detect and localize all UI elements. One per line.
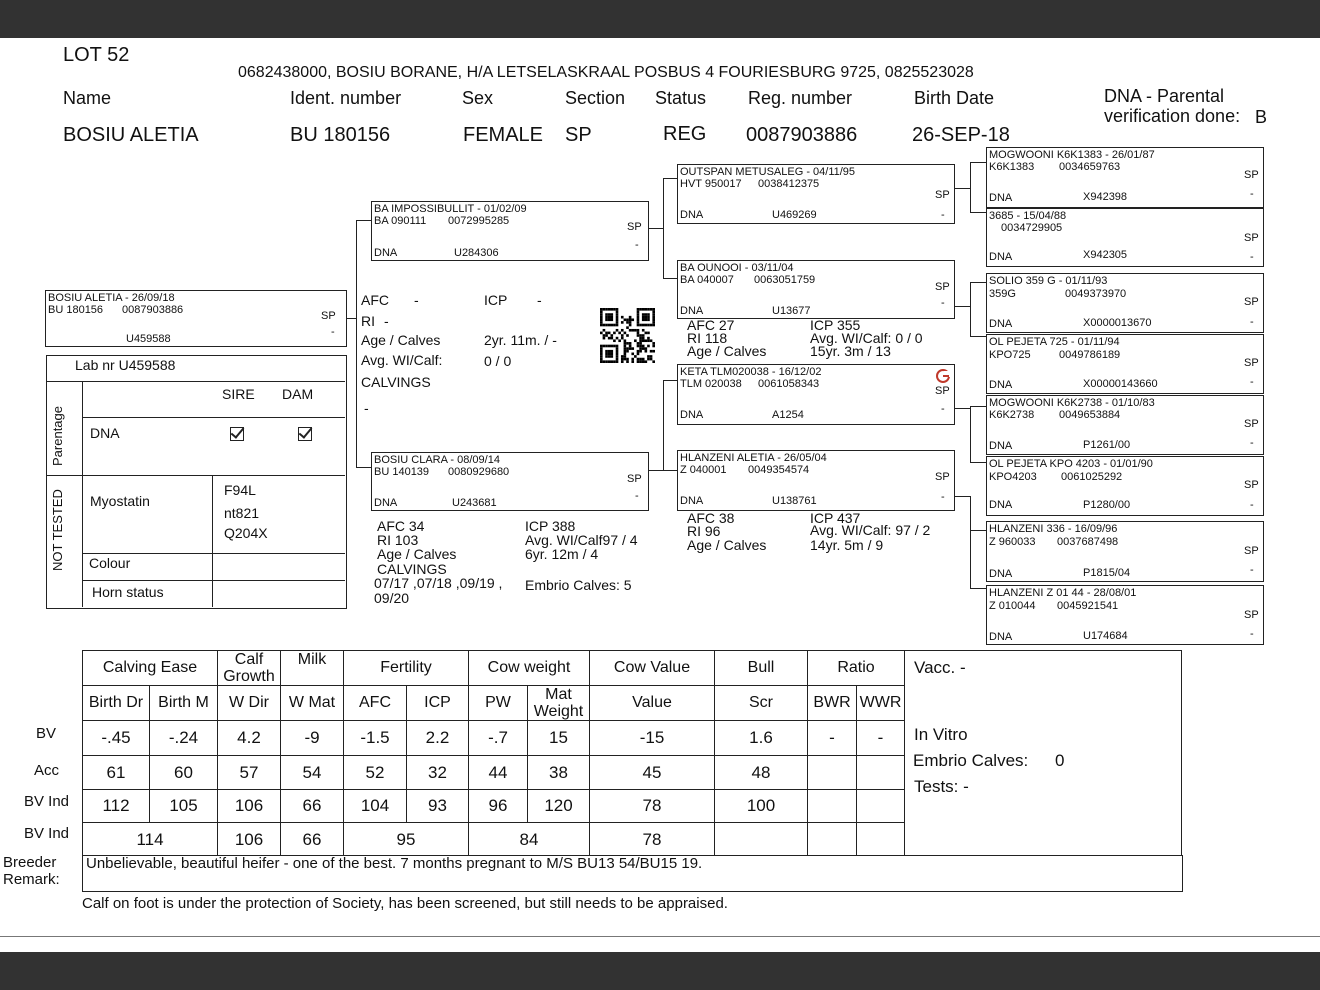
- ggp5-title: MOGWOONI K6K2738 - 01/10/83: [989, 397, 1155, 409]
- sire-pedigree-box: [371, 201, 649, 261]
- ggp8-dna-label: DNA: [989, 631, 1013, 643]
- acc-cell-10: [808, 756, 857, 790]
- group-calf-growth: Calf Growth: [218, 651, 281, 686]
- label-status: Status: [655, 88, 707, 108]
- gp3-dna: A1254: [772, 409, 804, 421]
- dna-verification-value: B: [1255, 107, 1268, 127]
- bvind2-bull: [715, 823, 808, 857]
- ggp6-reg: 0061025292: [1061, 471, 1123, 483]
- acc-cell-11: [857, 756, 905, 790]
- sire-box-title: BA IMPOSSIBULLIT - 01/02/09: [374, 203, 527, 215]
- bvind-cell-8: 78: [590, 790, 715, 823]
- dam-calvings-label: CALVINGS: [377, 561, 447, 577]
- ri-label: RI: [361, 313, 375, 329]
- avg-wi-label: Avg. WI/Calf:: [361, 352, 443, 368]
- gp-dam1-icp: ICP 355: [810, 317, 861, 333]
- gp-dam1-ac-label: Age / Calves: [687, 343, 767, 359]
- gp3-ident: TLM 020038: [680, 378, 742, 390]
- sub-scr: Scr: [715, 686, 808, 721]
- embrio-calves-label: Embrio Calves:: [913, 751, 1029, 770]
- dam-ri: RI 103: [377, 532, 419, 548]
- bv-cell-9: 1.6: [715, 721, 808, 756]
- footer-note: Calf on foot is under the protection of Society, has been screened, but still needs to be appraised.: [82, 895, 728, 912]
- bvind2-milk: 66: [281, 823, 344, 857]
- ggp2-dna-label: DNA: [989, 251, 1013, 263]
- row-label-bv-ind-2: BV Ind: [24, 825, 70, 842]
- dam-box-dna-label: DNA: [374, 497, 398, 509]
- group-ratio: Ratio: [808, 651, 905, 686]
- ggp4-dash: -: [1250, 376, 1254, 388]
- age-calves-value: 2yr. 11m. / -: [484, 332, 557, 348]
- gp1-reg: 0038412375: [758, 178, 820, 190]
- sire-box-section: SP: [627, 221, 642, 233]
- gp2-dash: -: [941, 297, 945, 309]
- bv-cell-6: -.7: [469, 721, 528, 756]
- ggp4-ident: KPO725: [989, 349, 1031, 361]
- gp-dam2-afc: AFC 38: [687, 510, 735, 526]
- grandparent-box-1: [677, 164, 955, 224]
- gp1-ident: HVT 950017: [680, 178, 742, 190]
- ggp7-ident: Z 960033: [989, 536, 1036, 548]
- calvings-label: CALVINGS: [361, 374, 431, 390]
- gp3-dna-label: DNA: [680, 409, 704, 421]
- dam-box-ident: BU 140139: [374, 466, 430, 478]
- sire-box-dna-label: DNA: [374, 247, 398, 259]
- gp-dam1-wi: Avg. WI/Calf: 0 / 0: [810, 330, 923, 346]
- great-grandparent-box-1: [986, 147, 1264, 208]
- dam-age-calves-label: Age / Calves: [377, 546, 457, 562]
- bvind-cell-10: [808, 790, 857, 823]
- label-section: Section: [565, 88, 626, 108]
- bvind2-wwr: [857, 823, 905, 857]
- ggp1-reg: 0034659763: [1059, 161, 1121, 173]
- bv-cell-5: 2.2: [407, 721, 469, 756]
- not-tested-label: NOT TESTED: [50, 489, 65, 571]
- sire-dna-checkbox: [230, 427, 244, 441]
- qr-code: [600, 308, 655, 363]
- label-reg: Reg. number: [748, 88, 853, 108]
- gp3-section: SP: [935, 385, 950, 397]
- bv-cell-7: 15: [528, 721, 590, 756]
- lab-nr: Lab nr U459588: [75, 357, 176, 373]
- gp4-section: SP: [935, 471, 950, 483]
- ggp2-reg: 0034729905: [1001, 222, 1063, 234]
- sub-value: Value: [590, 686, 715, 721]
- gp-dam2-icp: ICP 437: [810, 510, 861, 526]
- animal-box-dna: U459588: [126, 333, 171, 345]
- sub-w-dir: W Dir: [218, 686, 281, 721]
- bvind2-cow-value: 78: [590, 823, 715, 857]
- acc-cell-5: 32: [407, 756, 469, 790]
- great-grandparent-box-5: [986, 395, 1264, 455]
- grandparent-box-4: [677, 450, 955, 511]
- gp1-dna-label: DNA: [680, 209, 704, 221]
- dam-age-calves-value: 6yr. 12m / 4: [525, 546, 599, 562]
- ggp1-dna-label: DNA: [989, 192, 1013, 204]
- dam-calvings-1: 07/17 ,07/18 ,09/19 ,: [374, 575, 503, 591]
- gp2-section: SP: [935, 281, 950, 293]
- ggp8-dna: U174684: [1083, 630, 1128, 642]
- gp4-dna-label: DNA: [680, 495, 704, 507]
- ggp4-section: SP: [1244, 357, 1259, 369]
- gp-dam1-afc: AFC 27: [687, 317, 735, 333]
- acc-cell-6: 44: [469, 756, 528, 790]
- sire-header: SIRE: [222, 386, 255, 402]
- ggp6-section: SP: [1244, 479, 1259, 491]
- great-grandparent-box-3: [986, 273, 1264, 333]
- acc-cell-3: 54: [281, 756, 344, 790]
- ggp8-title: HLANZENI Z 01 44 - 28/08/01: [989, 587, 1137, 599]
- sub-mat-weight: Mat Weight: [528, 686, 590, 721]
- embrio-calves-value: 0: [1055, 751, 1065, 770]
- bvind-cell-2: 106: [218, 790, 281, 823]
- ggp6-title: OL PEJETA KPO 4203 - 01/01/90: [989, 458, 1153, 470]
- gp2-dna-label: DNA: [680, 305, 704, 317]
- label-ident: Ident. number: [290, 88, 402, 108]
- ggp1-section: SP: [1244, 169, 1259, 181]
- dna-label: DNA: [90, 425, 120, 441]
- bvind2-fertility: 95: [344, 823, 469, 857]
- remark-label-1: Breeder: [3, 854, 57, 871]
- group-fertility: Fertility: [344, 651, 469, 686]
- gp-dam2-wi: Avg. WI/Calf: 97 / 2: [810, 522, 931, 538]
- ggp7-dash: -: [1250, 564, 1254, 576]
- great-grandparent-box-6: [986, 456, 1264, 516]
- afc-value: -: [414, 292, 419, 308]
- gp-dam2-ri: RI 96: [687, 523, 721, 539]
- animal-pedigree-box: [45, 290, 347, 347]
- ggp3-dna-label: DNA: [989, 318, 1013, 330]
- acc-cell-8: 45: [590, 756, 715, 790]
- dam-afc: AFC 34: [377, 518, 425, 534]
- group-milk: Milk: [281, 651, 344, 686]
- dam-header: DAM: [282, 386, 314, 402]
- ggp2-dna: X942305: [1083, 249, 1128, 261]
- great-grandparent-box-2: [986, 208, 1264, 267]
- lot-number: LOT 52: [63, 44, 130, 66]
- ggp3-ident: 359G: [989, 288, 1016, 300]
- dam-box-section: SP: [627, 473, 642, 485]
- bvind-cell-7: 120: [528, 790, 590, 823]
- ggp8-reg: 0045921541: [1057, 600, 1119, 612]
- gp1-dna: U469269: [772, 209, 817, 221]
- ggp8-ident: Z 010044: [989, 600, 1036, 612]
- sire-box-dna: U284306: [454, 247, 499, 259]
- icp-value: -: [537, 292, 542, 308]
- bv-cell-8: -15: [590, 721, 715, 756]
- gp4-dna: U138761: [772, 495, 817, 507]
- gp2-reg: 0063051759: [754, 274, 816, 286]
- bv-ind-combined-row: [83, 823, 905, 857]
- age-calves-label: Age / Calves: [361, 332, 441, 348]
- myostatin-q204x: Q204X: [224, 525, 268, 541]
- sub-afc: AFC: [344, 686, 407, 721]
- dam-box-title: BOSIU CLARA - 08/09/14: [374, 454, 500, 466]
- label-dna-1: DNA - Parental: [1104, 86, 1225, 106]
- sub-birth-m: Birth M: [150, 686, 218, 721]
- ggp7-title: HLANZENI 336 - 16/09/96: [989, 523, 1118, 535]
- bvind-cell-1: 105: [150, 790, 218, 823]
- group-bull: Bull: [715, 651, 808, 686]
- sub-wwr: WWR: [857, 686, 905, 721]
- grandparent-box-3: [677, 364, 955, 425]
- value-birth: 26-SEP-18: [912, 124, 1010, 146]
- gp-dam1-ac: 15yr. 3m / 13: [810, 343, 891, 359]
- ggp2-section: SP: [1244, 232, 1259, 244]
- myostatin-f94l: F94L: [224, 482, 256, 498]
- row-label-bv-ind: BV Ind: [24, 793, 70, 810]
- ggp6-ident: KPO4203: [989, 471, 1037, 483]
- animal-box-reg: 0087903886: [122, 304, 184, 316]
- ggp5-section: SP: [1244, 418, 1259, 430]
- acc-row: [83, 756, 905, 790]
- ggp7-dna: P1815/04: [1083, 567, 1131, 579]
- row-label-bv: BV: [36, 725, 57, 742]
- gp4-reg: 0049354574: [748, 464, 810, 476]
- bvind-cell-5: 93: [407, 790, 469, 823]
- bv-cell-1: -.24: [150, 721, 218, 756]
- gp4-dash: -: [941, 491, 945, 503]
- gp2-dna: U13677: [772, 305, 811, 317]
- value-reg: 0087903886: [746, 124, 858, 146]
- bv-cell-10: -: [808, 721, 857, 756]
- myostatin-nt821: nt821: [224, 505, 260, 521]
- value-section: SP: [565, 124, 592, 146]
- gp3-dash: -: [941, 403, 945, 415]
- ggp5-dna: P1261/00: [1083, 439, 1131, 451]
- gp1-section: SP: [935, 189, 950, 201]
- ebv-table: [82, 650, 905, 857]
- group-cow-weight: Cow weight: [469, 651, 590, 686]
- bvind2-bwr: [808, 823, 857, 857]
- gp-dam1-ri: RI 118: [687, 330, 728, 346]
- bvind-cell-11: [857, 790, 905, 823]
- ggp3-dash: -: [1250, 316, 1254, 328]
- dam-dna-checkbox: [298, 427, 312, 441]
- great-grandparent-box-8: [986, 585, 1264, 645]
- ggp4-dna: X00000143660: [1083, 378, 1158, 390]
- grandparent-box-2: [677, 260, 955, 319]
- great-grandparent-box-4: [986, 334, 1264, 394]
- sub-birth-dr: Birth Dr: [83, 686, 150, 721]
- gp3-reg: 0061058343: [758, 378, 820, 390]
- myostatin-label: Myostatin: [90, 493, 150, 509]
- icp-label: ICP: [484, 292, 508, 308]
- ggp5-ident: K6K2738: [989, 409, 1035, 421]
- gp4-ident: Z 040001: [680, 464, 727, 476]
- ggp7-reg: 0037687498: [1057, 536, 1119, 548]
- great-grandparent-box-7: [986, 521, 1264, 582]
- dam-calvings-2: 09/20: [374, 590, 410, 606]
- bvind2-calf-growth: 106: [218, 823, 281, 857]
- ggp1-dna: X942398: [1083, 191, 1128, 203]
- animal-box-ident: BU 180156: [48, 304, 104, 316]
- acc-cell-2: 57: [218, 756, 281, 790]
- acc-cell-9: 48: [715, 756, 808, 790]
- acc-cell-7: 38: [528, 756, 590, 790]
- gp2-title: BA OUNOOI - 03/11/04: [680, 262, 794, 274]
- bvind-cell-9: 100: [715, 790, 808, 823]
- sub-w-mat: W Mat: [281, 686, 344, 721]
- acc-cell-0: 61: [83, 756, 150, 790]
- value-ident: BU 180156: [290, 124, 391, 146]
- ggp6-dna-label: DNA: [989, 499, 1013, 511]
- dam-pedigree-box: [371, 452, 649, 511]
- bvind2-calving-ease: 114: [83, 823, 218, 857]
- ggp1-title: MOGWOONI K6K1383 - 26/01/87: [989, 149, 1155, 161]
- value-name: BOSIU ALETIA: [63, 124, 199, 146]
- sire-box-reg: 0072995285: [448, 215, 510, 227]
- animal-box-dash: -: [331, 326, 335, 338]
- gp1-dash: -: [941, 209, 945, 221]
- gp4-title: HLANZENI ALETIA - 26/05/04: [680, 452, 827, 464]
- value-status: REG: [663, 123, 707, 145]
- ggp7-section: SP: [1244, 545, 1259, 557]
- dam-box-dash: -: [635, 490, 639, 502]
- bvind-cell-3: 66: [281, 790, 344, 823]
- label-name: Name: [63, 88, 112, 108]
- animal-box-title: BOSIU ALETIA - 26/09/18: [48, 292, 175, 304]
- logo-icon: [935, 368, 951, 384]
- sire-box-ident: BA 090111: [374, 215, 427, 227]
- ggp2-dash: -: [1250, 251, 1254, 263]
- bvind-cell-0: 112: [83, 790, 150, 823]
- sub-icp: ICP: [407, 686, 469, 721]
- ggp6-dna: P1280/00: [1083, 499, 1131, 511]
- ggp3-title: SOLIO 359 G - 01/11/93: [989, 275, 1108, 287]
- acc-cell-1: 60: [150, 756, 218, 790]
- animal-box-section: SP: [321, 310, 336, 322]
- row-label-acc: Acc: [34, 762, 60, 779]
- ggp4-title: OL PEJETA 725 - 01/11/94: [989, 336, 1120, 348]
- dam-embrio-calves: Embrio Calves: 5: [525, 577, 632, 593]
- gp-dam2-ac: 14yr. 5m / 9: [810, 537, 884, 553]
- tests-label: Tests: -: [914, 777, 969, 796]
- dam-icp: ICP 388: [525, 518, 576, 534]
- label-birth: Birth Date: [914, 88, 995, 108]
- top-bar: [0, 0, 1320, 38]
- bv-row: [83, 721, 905, 756]
- dam-box-dna: U243681: [452, 497, 497, 509]
- ggp1-dash: -: [1250, 188, 1254, 200]
- ggp4-reg: 0049786189: [1059, 349, 1121, 361]
- bv-cell-11: -: [857, 721, 905, 756]
- ggp5-dash: -: [1250, 437, 1254, 449]
- dam-box-reg: 0080929680: [448, 466, 510, 478]
- bv-cell-4: -1.5: [344, 721, 407, 756]
- ggp8-section: SP: [1244, 609, 1259, 621]
- bvind-cell-6: 96: [469, 790, 528, 823]
- vacc-label: Vacc. -: [914, 658, 966, 677]
- bv-ind-row: [83, 790, 905, 823]
- bv-cell-2: 4.2: [218, 721, 281, 756]
- ri-value: -: [384, 313, 389, 329]
- bvind2-cow-weight: 84: [469, 823, 590, 857]
- value-sex: FEMALE: [463, 124, 544, 146]
- gp2-ident: BA 040007: [680, 274, 734, 286]
- ggp1-ident: K6K1383: [989, 161, 1035, 173]
- dam-avg-wi: Avg. WI/Calf97 / 4: [525, 532, 638, 548]
- owner-line: 0682438000, BOSIU BORANE, H/A LETSELASKRAAL POSBUS 4 FOURIESBURG 9725, 0825523028: [238, 64, 974, 81]
- bv-cell-0: -.45: [83, 721, 150, 756]
- group-calving-ease: Calving Ease: [83, 651, 218, 686]
- ggp3-section: SP: [1244, 296, 1259, 308]
- ggp5-reg: 0049653884: [1059, 409, 1121, 421]
- acc-cell-4: 52: [344, 756, 407, 790]
- parentage-label: Parentage: [50, 406, 65, 466]
- group-cow-value: Cow Value: [590, 651, 715, 686]
- sub-pw: PW: [469, 686, 528, 721]
- ggp2-title: 3685 - 15/04/88: [989, 210, 1067, 222]
- ggp5-dna-label: DNA: [989, 440, 1013, 452]
- gp-dam2-ac-label: Age / Calves: [687, 537, 767, 553]
- bv-cell-3: -9: [281, 721, 344, 756]
- calvings-value: -: [364, 400, 369, 416]
- ggp3-dna: X0000013670: [1083, 317, 1152, 329]
- ggp3-reg: 0049373970: [1065, 288, 1127, 300]
- colour-label: Colour: [89, 555, 131, 571]
- sire-box-dash: -: [635, 239, 639, 251]
- ggp8-dash: -: [1250, 628, 1254, 640]
- horn-status-label: Horn status: [92, 584, 164, 600]
- label-sex: Sex: [462, 88, 494, 108]
- in-vitro-label: In Vitro: [914, 725, 968, 744]
- afc-label: AFC: [361, 292, 389, 308]
- gp1-title: OUTSPAN METUSALEG - 04/11/95: [680, 166, 856, 178]
- sub-bwr: BWR: [808, 686, 857, 721]
- label-dna-2: verification done:: [1104, 106, 1241, 126]
- avg-wi-value: 0 / 0: [484, 353, 512, 369]
- bottom-bar: [0, 952, 1320, 990]
- ggp6-dash: -: [1250, 499, 1254, 511]
- remark-text: Unbelievable, beautiful heifer - one of the best. 7 months pregnant to M/S BU13 54/BU15 19.: [86, 855, 703, 872]
- gp3-title: KETA TLM020038 - 16/12/02: [680, 366, 822, 378]
- ggp4-dna-label: DNA: [989, 379, 1013, 391]
- remark-label-2: Remark:: [3, 871, 60, 888]
- bvind-cell-4: 104: [344, 790, 407, 823]
- ggp7-dna-label: DNA: [989, 568, 1013, 580]
